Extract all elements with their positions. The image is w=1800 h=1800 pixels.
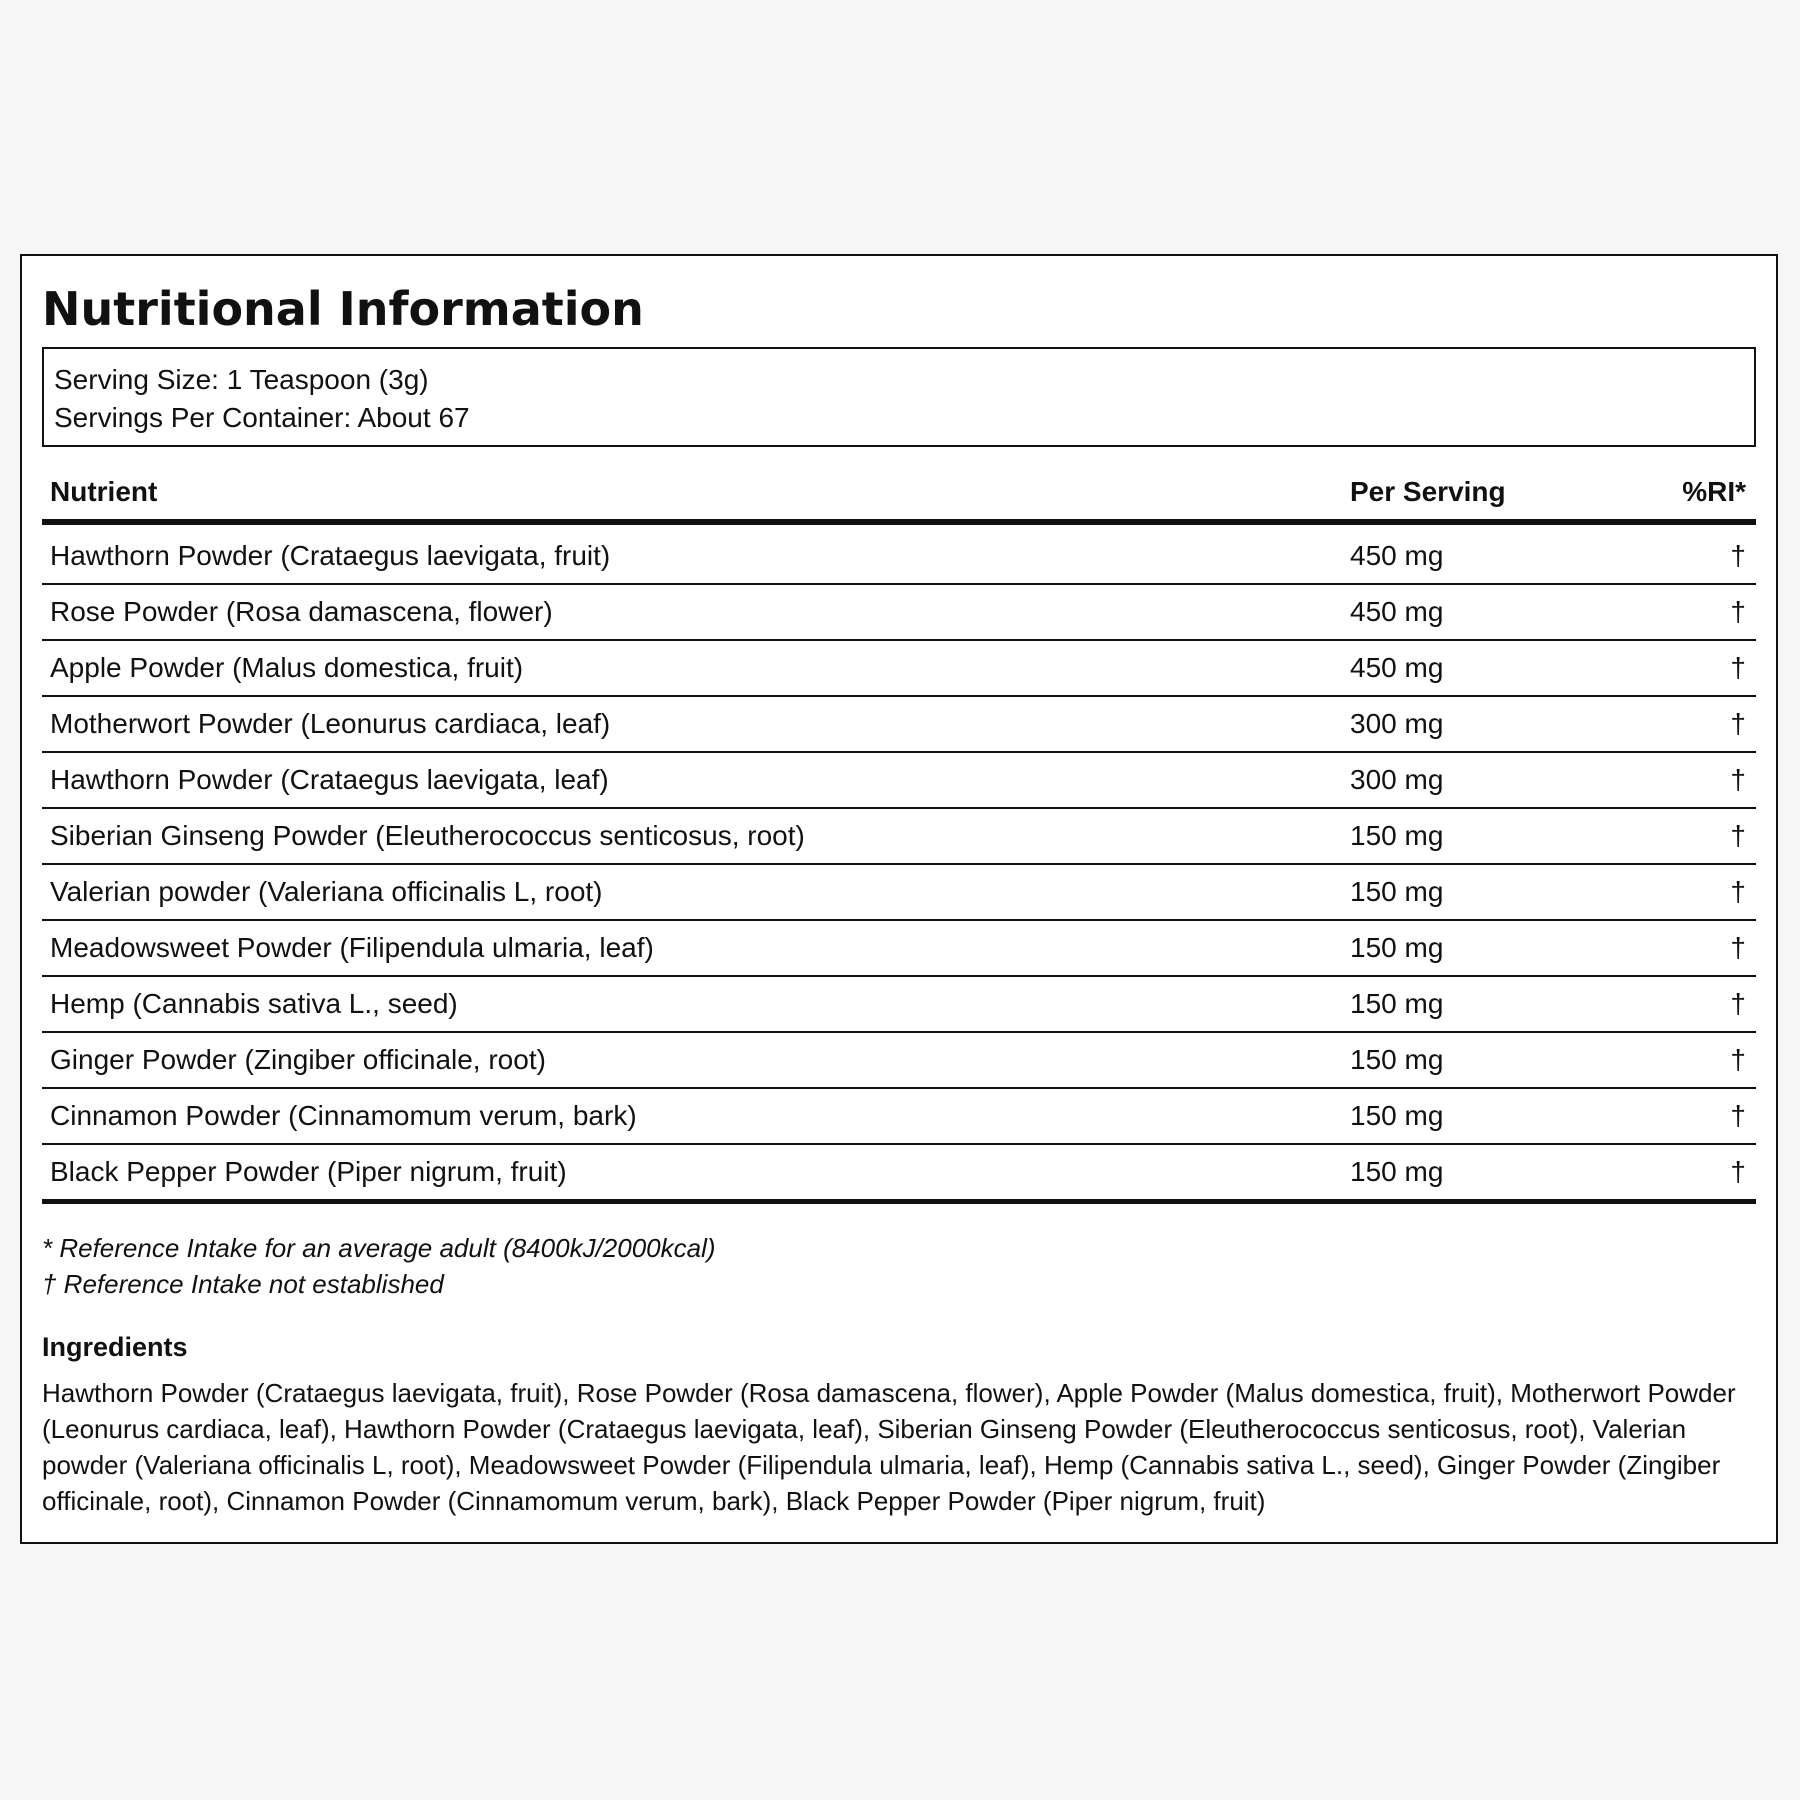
table-row — [42, 921, 1756, 977]
ingredients-heading: Ingredients — [42, 1332, 188, 1363]
table-row — [42, 585, 1756, 641]
table-row — [42, 977, 1756, 1033]
nutrient-ri: † — [1730, 820, 1746, 852]
nutrient-name: Hawthorn Powder (Crataegus laevigata, leaf) — [50, 764, 609, 796]
nutrient-table — [42, 469, 1756, 1204]
footnotes — [42, 1230, 1756, 1302]
nutrient-amount: 150 mg — [1350, 1100, 1444, 1132]
nutrient-name: Apple Powder (Malus domestica, fruit) — [50, 652, 524, 684]
nutrient-ri: † — [1730, 596, 1746, 628]
nutrition-label — [20, 254, 1778, 1544]
table-row — [42, 529, 1756, 585]
nutrient-ri: † — [1730, 932, 1746, 964]
nutrient-amount: 300 mg — [1350, 708, 1444, 740]
nutrient-amount: 150 mg — [1350, 932, 1444, 964]
nutrient-name: Hemp (Cannabis sativa L., seed) — [50, 988, 458, 1020]
header-nutrient: Nutrient — [50, 476, 158, 508]
servings-per-container: Servings Per Container: About 67 — [54, 402, 470, 434]
table-row — [42, 1033, 1756, 1089]
header-per-serving: Per Serving — [1350, 476, 1506, 508]
table-header — [42, 469, 1756, 525]
nutrient-ri: † — [1730, 1100, 1746, 1132]
header-ri: %RI* — [1682, 476, 1746, 508]
nutrient-amount: 450 mg — [1350, 540, 1444, 572]
serving-size: Serving Size: 1 Teaspoon (3g) — [54, 364, 429, 396]
nutrient-ri: † — [1730, 1044, 1746, 1076]
nutrient-name: Valerian powder (Valeriana officinalis L, root) — [50, 876, 603, 908]
footnote-dagger: † Reference Intake not established — [42, 1269, 444, 1300]
nutrient-ri: † — [1730, 988, 1746, 1020]
table-row — [42, 865, 1756, 921]
nutrient-amount: 150 mg — [1350, 876, 1444, 908]
footnote-ri: * Reference Intake for an average adult (8400kJ/2000kcal) — [42, 1233, 716, 1264]
nutrient-name: Ginger Powder (Zingiber officinale, root) — [50, 1044, 546, 1076]
nutrient-name: Black Pepper Powder (Piper nigrum, fruit) — [50, 1156, 567, 1188]
table-row — [42, 809, 1756, 865]
nutrient-ri: † — [1730, 652, 1746, 684]
ingredients-text: Hawthorn Powder (Crataegus laevigata, fruit), Rose Powder (Rosa damascena, flower), Apple Powder (Malus domestica, fruit), Motherwort Powder (Leonurus cardiaca, leaf), Hawthorn Powder (Crataegus laevigata, leaf), Siberian Ginseng Powder (Eleutherococcus senticosus, root), Valerian powder (Valeriana officinalis L, root), Meadowsweet Powder (Filipendula ulmaria, leaf), Hemp (Cannabis sativa L., seed), Ginger Powder (Zingiber officinale, root), Cinnamon Powder (Cinnamomum verum, bark), Black Pepper Powder (Piper nigrum, fruit) — [42, 1378, 1736, 1517]
table-row — [42, 641, 1756, 697]
nutrient-amount: 450 mg — [1350, 652, 1444, 684]
nutrient-name: Cinnamon Powder (Cinnamomum verum, bark) — [50, 1100, 637, 1132]
nutrient-name: Siberian Ginseng Powder (Eleutherococcus senticosus, root) — [50, 820, 805, 852]
nutrient-amount: 150 mg — [1350, 1044, 1444, 1076]
nutrient-name: Hawthorn Powder (Crataegus laevigata, fruit) — [50, 540, 611, 572]
nutrient-name: Motherwort Powder (Leonurus cardiaca, leaf) — [50, 708, 611, 740]
table-row — [42, 1089, 1756, 1145]
table-body — [42, 525, 1756, 1204]
nutrient-name: Meadowsweet Powder (Filipendula ulmaria, leaf) — [50, 932, 654, 964]
nutrient-ri: † — [1730, 876, 1746, 908]
table-row — [42, 1145, 1756, 1204]
nutrient-ri: † — [1730, 764, 1746, 796]
label-title: Nutritional Information — [42, 282, 644, 336]
table-row — [42, 753, 1756, 809]
table-row — [42, 697, 1756, 753]
nutrient-amount: 150 mg — [1350, 820, 1444, 852]
nutrient-name: Rose Powder (Rosa damascena, flower) — [50, 596, 553, 628]
nutrient-amount: 450 mg — [1350, 596, 1444, 628]
nutrient-amount: 150 mg — [1350, 1156, 1444, 1188]
nutrient-ri: † — [1730, 540, 1746, 572]
serving-info-box — [42, 347, 1756, 447]
nutrient-ri: † — [1730, 1156, 1746, 1188]
nutrient-amount: 300 mg — [1350, 764, 1444, 796]
nutrient-ri: † — [1730, 708, 1746, 740]
nutrient-amount: 150 mg — [1350, 988, 1444, 1020]
